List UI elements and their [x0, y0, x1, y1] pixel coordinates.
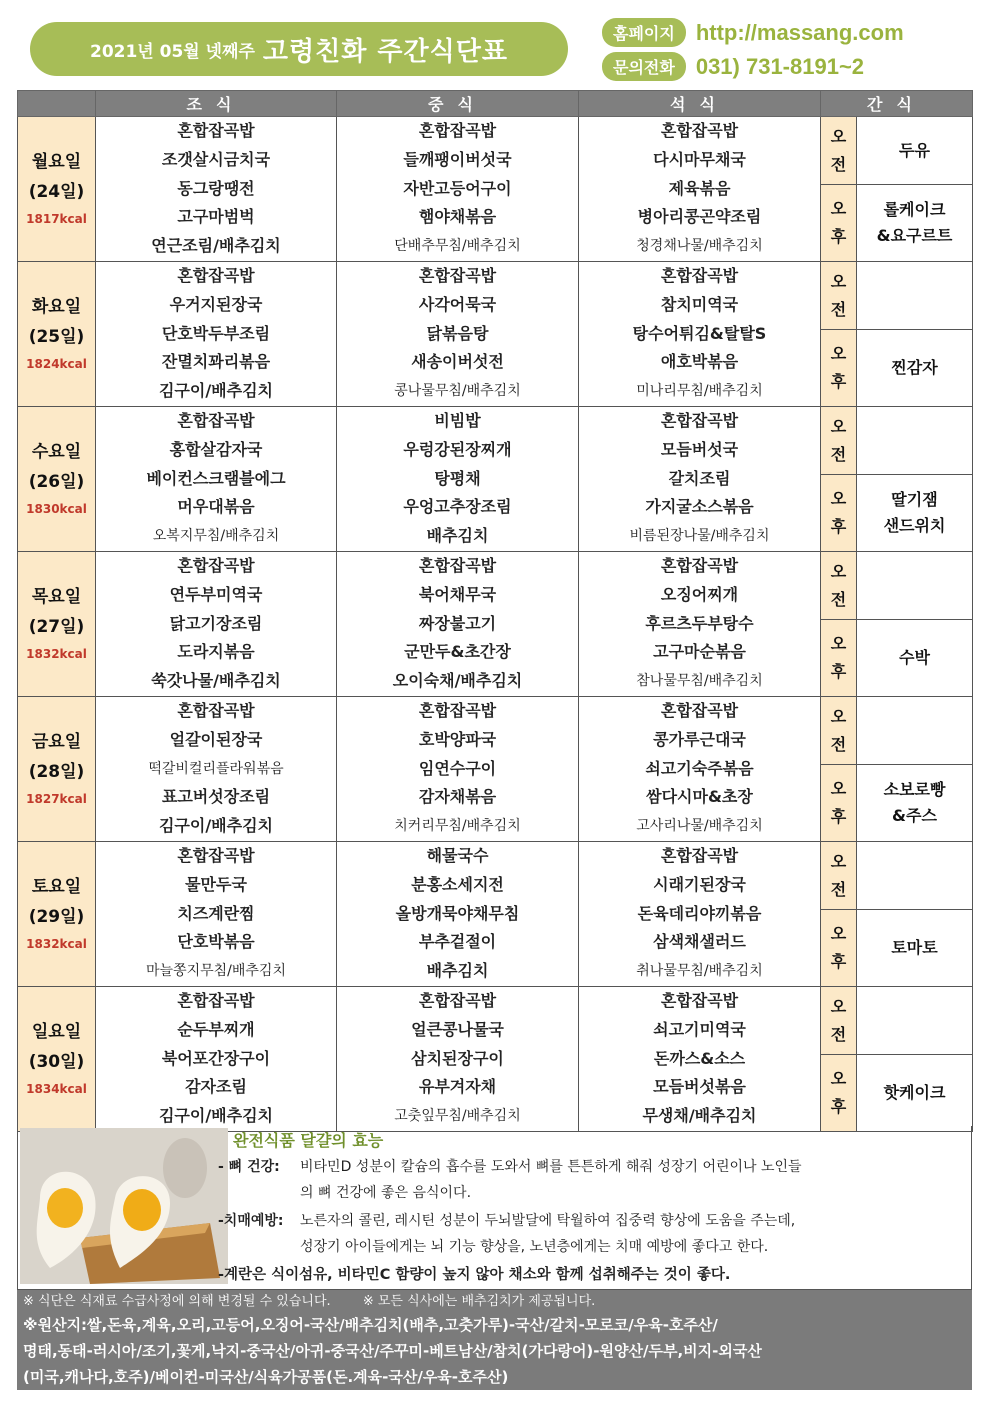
snack-am-text [857, 552, 972, 619]
dinner-item: 청경채나물/배추김치 [636, 238, 763, 255]
day-date: (28일) [28, 762, 85, 782]
title-main: 고령친화 주간식단표 [262, 36, 509, 67]
breakfast-item: 닭고기장조림 [169, 613, 263, 633]
snack-cell [821, 262, 973, 407]
lunch-item: 얼큰콩나물국 [411, 1019, 504, 1039]
bone-text-2: 의 뼈 건강에 좋은 음식이다. [300, 1185, 472, 1201]
breakfast-item: 물만두국 [185, 874, 247, 894]
period-char: 오 [830, 126, 847, 146]
breakfast-item: 김구이/배추김치 [158, 1106, 274, 1126]
period-char: 후 [830, 807, 847, 826]
dinner-item: 애호박볶음 [660, 352, 739, 372]
day-name: 월요일 [31, 152, 82, 172]
breakfast-item: 우거지된장국 [169, 294, 263, 314]
dinner-item: 참치미역국 [660, 294, 739, 314]
dinner-item: 돈육데리야끼볶음 [637, 903, 762, 923]
breakfast-cell [96, 842, 337, 987]
snack-am-text [857, 407, 972, 474]
snack-pm-row [821, 910, 972, 986]
lunch-item: 혼합잡곡밥 [418, 991, 497, 1010]
dinner-item: 고사리나물/배추김치 [636, 818, 763, 835]
lunch-item: 혼합잡곡밥 [418, 556, 497, 575]
dinner-item: 병아리콩곤약조림 [637, 207, 762, 227]
header-dinner: 석식 [579, 91, 821, 117]
breakfast-item: 혼합잡곡밥 [177, 266, 255, 285]
dinner-item: 혼합잡곡밥 [660, 266, 739, 285]
dinner-item: 고구마순볶음 [653, 642, 746, 662]
dinner-item: 쇠고기미역국 [653, 1019, 746, 1039]
snack-am-row [821, 697, 972, 765]
lunch-item: 우엉고추장조림 [403, 497, 512, 517]
day-kcal: 1827kcal [26, 792, 87, 806]
snack-period-pm [821, 765, 857, 841]
period-char: 후 [830, 372, 847, 391]
day-kcal: 1830kcal [26, 502, 87, 516]
snack-period-pm [821, 330, 857, 406]
day-date: (27일) [28, 617, 85, 637]
period-char: 오 [830, 706, 847, 726]
lunch-item: 치커리무침/배추김치 [394, 818, 521, 835]
breakfast-cell [96, 407, 337, 552]
day-cell [18, 842, 96, 987]
breakfast-item: 머우대볶음 [177, 497, 255, 517]
breakfast-item: 떡갈비컬리플라워볶음 [148, 760, 284, 777]
snack-cell [821, 552, 973, 697]
breakfast-item: 표고버섯장조림 [161, 787, 271, 807]
day-kcal: 1817kcal [26, 212, 87, 226]
breakfast-cell [96, 262, 337, 407]
breakfast-item: 마늘쫑지무침/배추김치 [146, 963, 286, 980]
snack-am-text [857, 987, 972, 1054]
snack-am-row [821, 842, 972, 910]
dinner-item: 탕수어튀김&탈탈S [632, 323, 767, 343]
day-cell [18, 407, 96, 552]
snack-am-text [857, 697, 972, 764]
lunch-item: 콩나물무침/배추김치 [394, 383, 521, 400]
snack-pm-text: 토마토 [891, 938, 938, 957]
breakfast-cell [96, 697, 337, 842]
dinner-cell [579, 262, 821, 407]
dinner-item: 쌈다시마&초장 [646, 787, 753, 807]
period-char: 전 [830, 589, 847, 609]
dinner-item: 미나리무침/배추김치 [636, 383, 763, 400]
snack-period-pm [821, 910, 857, 986]
breakfast-item: 혼합잡곡밥 [177, 701, 255, 720]
day-cell [18, 117, 96, 262]
dinner-item: 혼합잡곡밥 [660, 846, 739, 865]
period-char: 전 [830, 734, 847, 754]
dinner-item: 무생채/배추김치 [642, 1106, 757, 1126]
lunch-item: 군만두&초간장 [404, 642, 511, 662]
day-name: 금요일 [31, 732, 82, 752]
breakfast-item: 홍합살감자국 [169, 439, 263, 459]
lunch-item: 올방개묵야채무침 [395, 903, 520, 923]
period-char: 전 [830, 299, 847, 319]
dinner-item: 혼합잡곡밥 [660, 121, 739, 140]
menu-body [18, 117, 973, 1132]
period-char: 전 [830, 444, 847, 464]
breakfast-item: 순두부찌개 [177, 1019, 255, 1039]
day-row [18, 407, 973, 552]
breakfast-item: 김구이/배추김치 [158, 381, 274, 401]
snack-pm-row [821, 330, 972, 406]
period-char: 오 [830, 996, 847, 1016]
weekly-menu-table [17, 90, 973, 1132]
footer-note-change: ※ 식단은 식재료 수급사정에 의해 변경될 수 있습니다. [23, 1294, 331, 1309]
homepage-link[interactable]: http://massang.com [695, 19, 904, 45]
breakfast-item: 혼합잡곡밥 [177, 556, 255, 575]
lunch-cell [337, 552, 579, 697]
snack-pm-text: 핫케이크 [883, 1083, 946, 1102]
day-kcal: 1832kcal [26, 937, 87, 951]
lunch-item: 삼치된장구이 [411, 1048, 504, 1068]
lunch-item: 임연수구이 [418, 758, 497, 778]
period-char: 오 [830, 199, 847, 218]
dementia-text-1: 노른자의 콜린, 레시틴 성분이 두뇌발달에 탁월하여 집중력 향상에 도움을 주는데, [300, 1213, 796, 1229]
dinner-item: 혼합잡곡밥 [660, 701, 739, 720]
lunch-item: 우렁강된장찌개 [403, 439, 512, 459]
origin-line-3: (미국,캐나다,호주)/베이컨-미국산/식육가공품(돈.계육-국산/우육-호주산) [23, 1368, 509, 1386]
dinner-item: 시래기된장국 [653, 874, 746, 894]
egg-info-title: 완전식품 달걀의 효능 [233, 1131, 384, 1150]
snack-period-am [821, 117, 857, 184]
dinner-item: 혼합잡곡밥 [660, 411, 739, 430]
day-date: (24일) [28, 182, 85, 202]
homepage-label: 홈페이지 [602, 18, 686, 47]
period-char: 오 [830, 779, 847, 798]
day-kcal: 1832kcal [26, 647, 87, 661]
lunch-item: 단배추무침/배추김치 [394, 238, 521, 255]
breakfast-item: 베이컨스크램블에그 [146, 468, 286, 488]
snack-pm-text: 딸기잼 샌드위치 [883, 490, 946, 535]
lunch-item: 해물국수 [426, 846, 489, 865]
dinner-item: 삼색채샐러드 [653, 932, 746, 952]
day-date: (29일) [28, 907, 85, 927]
breakfast-item: 연근조림/배추김치 [151, 236, 281, 256]
snack-period-pm [821, 1055, 857, 1131]
table-header-row [18, 91, 973, 117]
dinner-item: 모듬버섯볶음 [653, 1077, 746, 1097]
day-date: (25일) [28, 327, 85, 347]
lunch-item: 고춧잎무침/배추김치 [394, 1108, 521, 1125]
day-row [18, 262, 973, 407]
dinner-cell [579, 117, 821, 262]
snack-cell [821, 987, 973, 1132]
snack-cell [821, 117, 973, 262]
phone-number: 031) 731-8191~2 [695, 53, 865, 79]
dinner-item: 후르츠두부탕수 [645, 613, 754, 633]
dinner-cell [579, 697, 821, 842]
snack-pm-text: 수박 [899, 648, 930, 667]
footer-notes [23, 1292, 966, 1312]
footer-note-kimchi: ※ 모든 식사에는 배추김치가 제공됩니다. [362, 1294, 596, 1309]
period-char: 전 [830, 1024, 847, 1044]
lunch-item: 들깨팽이버섯국 [403, 149, 512, 169]
breakfast-item: 혼합잡곡밥 [177, 846, 255, 865]
lunch-item: 자반고등어구이 [403, 178, 512, 198]
lunch-cell [337, 262, 579, 407]
lunch-item: 배추김치 [426, 526, 489, 546]
day-row [18, 117, 973, 262]
snack-period-pm [821, 185, 857, 261]
period-char: 오 [830, 489, 847, 508]
phone-label: 문의전화 [602, 52, 686, 81]
dinner-item: 혼합잡곡밥 [660, 991, 739, 1010]
day-row [18, 697, 973, 842]
dinner-item: 혼합잡곡밥 [660, 556, 739, 575]
snack-period-am [821, 552, 857, 619]
lunch-item: 혼합잡곡밥 [418, 701, 497, 720]
egg-info-box [17, 1126, 972, 1290]
period-char: 오 [830, 561, 847, 581]
lunch-item: 혼합잡곡밥 [418, 266, 497, 285]
snack-am-row [821, 117, 972, 185]
snack-am-row [821, 552, 972, 620]
breakfast-item: 단호박두부조림 [161, 323, 271, 343]
dinner-item: 모듬버섯국 [660, 439, 739, 459]
breakfast-item: 조갯살시금치국 [161, 149, 271, 169]
phone-row [602, 52, 864, 81]
snack-pm-row [821, 620, 972, 696]
breakfast-cell [96, 117, 337, 262]
bone-label: - 뼈 건강: [218, 1159, 280, 1175]
breakfast-item: 김구이/배추김치 [158, 816, 274, 836]
lunch-item: 새송이버섯전 [411, 352, 504, 372]
snack-am-text [857, 262, 972, 329]
day-kcal: 1824kcal [26, 357, 87, 371]
day-cell [18, 262, 96, 407]
period-char: 후 [830, 952, 847, 971]
breakfast-item: 도라지볶음 [177, 642, 255, 662]
snack-period-am [821, 262, 857, 329]
dinner-cell [579, 842, 821, 987]
lunch-item: 사각어묵국 [418, 294, 497, 314]
breakfast-item: 혼합잡곡밥 [177, 991, 255, 1010]
day-cell [18, 987, 96, 1132]
period-char: 전 [830, 154, 847, 174]
breakfast-item: 감자조림 [185, 1077, 247, 1097]
breakfast-item: 치즈계란찜 [177, 903, 255, 923]
header-day-blank [18, 91, 96, 117]
breakfast-item: 고구마범벅 [177, 207, 255, 227]
header-lunch: 중식 [337, 91, 579, 117]
snack-pm-text: 소보로빵 &주스 [883, 780, 946, 825]
dinner-item: 돈까스&소스 [653, 1048, 746, 1068]
day-kcal: 1834kcal [26, 1082, 87, 1096]
dinner-item: 참나물무침/배추김치 [636, 673, 763, 690]
snack-pm-row [821, 765, 972, 841]
lunch-cell [337, 842, 579, 987]
day-row [18, 842, 973, 987]
day-date: (26일) [28, 472, 85, 492]
day-name: 화요일 [31, 297, 82, 317]
header-snack: 간식 [821, 91, 973, 117]
period-char: 후 [830, 517, 847, 536]
breakfast-cell [96, 987, 337, 1132]
breakfast-item: 얼갈이된장국 [169, 729, 263, 749]
lunch-item: 비빔밥 [434, 411, 481, 430]
snack-cell [821, 697, 973, 842]
breakfast-item: 쑥갓나물/배추김치 [151, 671, 281, 691]
egg-photo-illustration [20, 1128, 228, 1284]
title-banner [30, 22, 568, 76]
period-char: 오 [830, 1069, 847, 1088]
breakfast-cell [96, 552, 337, 697]
snack-pm-row [821, 1055, 972, 1131]
day-cell [18, 552, 96, 697]
breakfast-item: 오복지무침/배추김치 [152, 528, 280, 545]
snack-am-text: 두유 [899, 140, 930, 160]
period-char: 오 [830, 634, 847, 653]
homepage-row [602, 18, 904, 47]
breakfast-item: 연두부미역국 [169, 584, 263, 604]
dinner-item: 다시마무채국 [653, 149, 746, 169]
breakfast-item: 동그랑땡전 [177, 178, 255, 198]
period-char: 오 [830, 271, 847, 291]
day-row [18, 552, 973, 697]
snack-cell [821, 407, 973, 552]
lunch-item: 유부겨자채 [418, 1077, 497, 1097]
day-name: 일요일 [31, 1022, 82, 1042]
snack-pm-row [821, 475, 972, 551]
snack-period-am [821, 842, 857, 909]
dinner-item: 오징어찌개 [660, 584, 739, 604]
lunch-item: 오이숙채/배추김치 [392, 671, 523, 691]
dinner-cell [579, 552, 821, 697]
footer [17, 1290, 972, 1390]
dinner-item: 가지굴소스볶음 [645, 497, 754, 517]
day-row [18, 987, 973, 1132]
egg-photo [20, 1128, 228, 1284]
snack-period-pm [821, 475, 857, 551]
lunch-item: 짜장불고기 [418, 613, 497, 633]
dinner-cell [579, 407, 821, 552]
period-char: 오 [830, 924, 847, 943]
day-cell [18, 697, 96, 842]
snack-cell [821, 842, 973, 987]
dementia-label: -치매예방: [218, 1213, 284, 1229]
dinner-cell [579, 987, 821, 1132]
lunch-item: 호박양파국 [418, 729, 497, 749]
period-char: 후 [830, 227, 847, 246]
bone-text-1: 비타민D 성분이 칼슘의 흡수를 도와서 뼈를 튼튼하게 해줘 성장기 어린이나 노인들 [300, 1159, 802, 1175]
snack-am-row [821, 262, 972, 330]
period-char: 후 [830, 662, 847, 681]
snack-am-row [821, 407, 972, 475]
page-header [0, 0, 992, 88]
origin-line-1: ※원산지:쌀,돈육,계육,오리,고등어,오징어-국산/배추김치(배추,고춧가루)-국산/갈치-모로코/우육-호주산/ [23, 1316, 718, 1334]
lunch-cell [337, 407, 579, 552]
day-name: 목요일 [31, 587, 82, 607]
lunch-item: 혼합잡곡밥 [418, 121, 497, 140]
lunch-cell [337, 987, 579, 1132]
snack-period-am [821, 697, 857, 764]
day-name: 수요일 [31, 442, 82, 462]
snack-pm-text: 찐감자 [891, 358, 938, 377]
day-date: (30일) [28, 1052, 85, 1072]
snack-pm-text: 롤케이크 &요구르트 [876, 200, 953, 245]
lunch-cell [337, 117, 579, 262]
day-name: 토요일 [31, 877, 82, 897]
period-char: 후 [830, 1097, 847, 1116]
snack-period-am [821, 987, 857, 1054]
dinner-item: 비름된장나물/배추김치 [629, 528, 770, 545]
breakfast-item: 혼합잡곡밥 [177, 121, 255, 140]
dinner-item: 갈치조림 [668, 468, 731, 488]
snack-period-am [821, 407, 857, 474]
breakfast-item: 잔멸치꽈리볶음 [161, 352, 271, 372]
lunch-item: 햄야채볶음 [418, 207, 497, 227]
lunch-item: 부추겉절이 [418, 932, 497, 952]
period-char: 오 [830, 344, 847, 363]
dinner-item: 콩가루근대국 [653, 729, 746, 749]
lunch-item: 닭볶음탕 [426, 323, 489, 343]
origin-line-2: 명태,동태-러시아/조기,꽃게,낙지-중국산/아귀-중국산/주꾸미-베트남산/참치(가다랑어)-원양산/두부,비지-외국산 [23, 1342, 762, 1360]
dinner-item: 취나물무침/배추김치 [636, 963, 763, 980]
period-char: 오 [830, 416, 847, 436]
title-week: 2021년 05월 넷째주 [89, 41, 255, 62]
snack-am-row [821, 987, 972, 1055]
lunch-cell [337, 697, 579, 842]
dementia-text-2: 성장기 아이들에게는 뇌 기능 향상을, 노년층에게는 치매 예방에 좋다고 한다. [300, 1239, 769, 1255]
egg-note: -계란은 식이섬유, 비타민C 함량이 높지 않아 채소와 함께 섭취해주는 것이 좋다. [218, 1267, 731, 1283]
lunch-item: 북어채무국 [418, 584, 497, 604]
snack-period-pm [821, 620, 857, 696]
breakfast-item: 혼합잡곡밥 [177, 411, 255, 430]
lunch-item: 감자채볶음 [418, 787, 497, 807]
breakfast-item: 단호박볶음 [177, 932, 255, 952]
lunch-item: 분홍소세지전 [411, 874, 504, 894]
lunch-item: 배추김치 [426, 961, 489, 981]
header-breakfast: 조식 [96, 91, 337, 117]
breakfast-item: 북어포간장구이 [161, 1048, 271, 1068]
lunch-item: 탕평채 [434, 468, 481, 488]
period-char: 오 [830, 851, 847, 871]
dinner-item: 제육볶음 [668, 178, 731, 198]
snack-pm-row [821, 185, 972, 261]
dinner-item: 쇠고기숙주볶음 [645, 758, 754, 778]
snack-am-text [857, 842, 972, 909]
period-char: 전 [830, 879, 847, 899]
